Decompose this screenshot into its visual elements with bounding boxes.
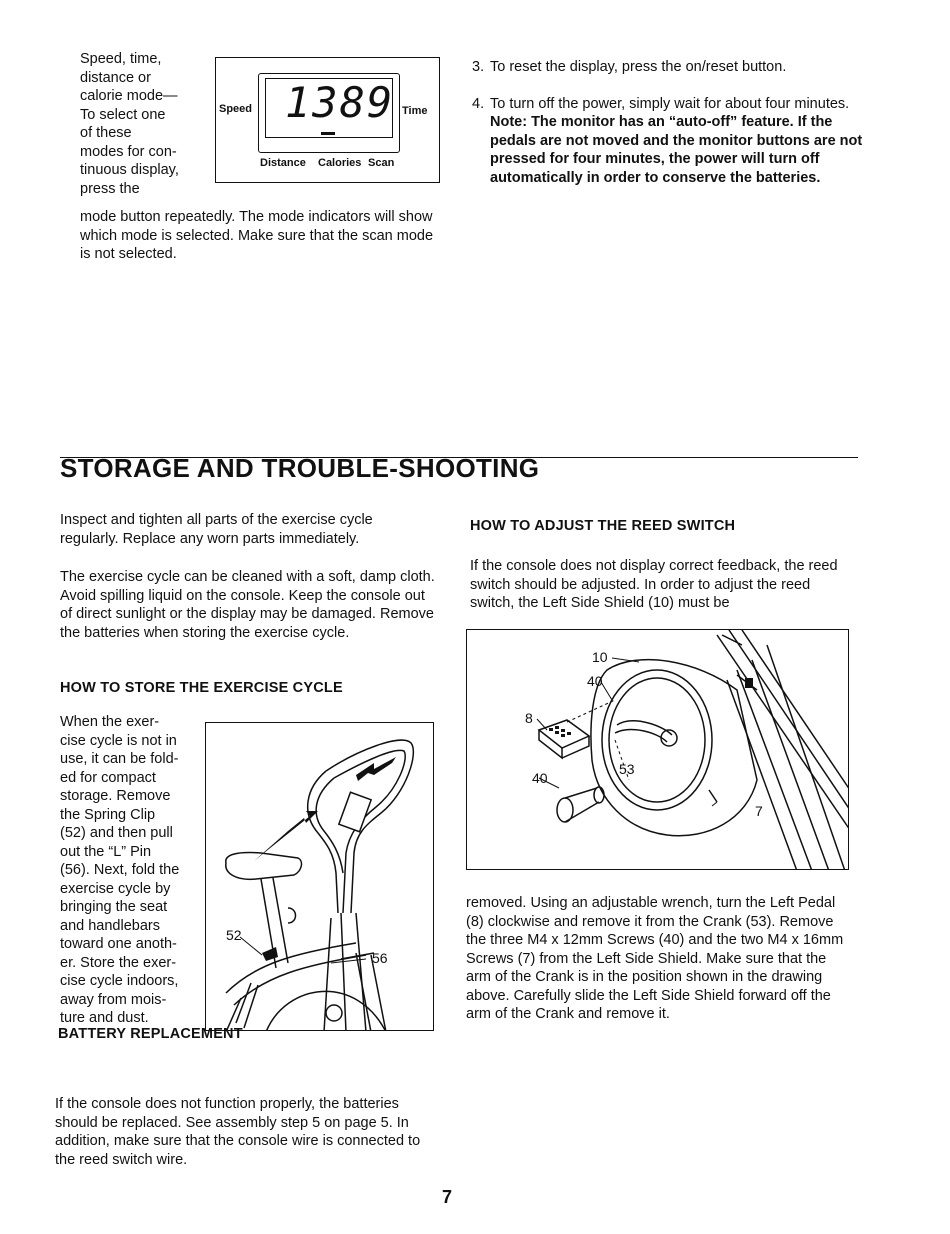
step-text: To reset the display, press the on/reset button. (490, 59, 787, 75)
reed-paragraph: If the console does not display correct feedback, the reed switch should be adjusted. In order to adjust the reed switch, the Left Side Shield (10) must be (470, 558, 838, 611)
store-line: bringing the seat (60, 899, 168, 915)
store-line: and handlebars (60, 917, 160, 934)
mode-line: press the (80, 180, 140, 197)
store-line: ture and dust. (60, 1010, 149, 1026)
store-heading: HOW TO STORE THE EXERCISE CYCLE (60, 680, 343, 696)
store-line: er. Store the exer- (60, 954, 177, 971)
battery-heading: BATTERY REPLACEMENT (58, 1026, 243, 1042)
lcd-digits: 1389 (285, 78, 395, 127)
store-line: the Spring Clip (60, 806, 156, 823)
lcd-calories-label: Calories (318, 157, 362, 169)
store-line: use, it can be fold- (60, 751, 179, 767)
screw-top-callout: 40 (587, 673, 603, 689)
l-pin-callout: 56 (372, 950, 388, 966)
lcd-time-label: Time (402, 105, 428, 117)
screw-bottom-callout: 40 (532, 770, 548, 786)
store-line: storage. Remove (60, 788, 171, 804)
lcd-scan-label: Scan (368, 157, 395, 169)
store-line: cise cycle is not in (60, 732, 177, 749)
mode-line: Speed, time, (80, 51, 162, 67)
crank-callout: 53 (619, 761, 635, 777)
power-steps (472, 58, 867, 187)
side-shield-drawing (467, 630, 849, 870)
store-line: (56). Next, fold the (60, 862, 180, 878)
fold-figure (205, 722, 434, 1031)
store-line: ed for compact (60, 769, 156, 786)
step-4-text: To turn off the power, simply wait for about four minutes. (490, 95, 850, 112)
shield-callout: 10 (592, 649, 608, 665)
mode-line: tinuous display, (80, 162, 179, 178)
store-line: When the exer- (60, 714, 160, 730)
step-text (490, 95, 867, 188)
store-line: away from mois- (60, 991, 167, 1008)
reed-switch-figure (466, 629, 849, 870)
mode-line: calorie mode— (80, 88, 178, 104)
spring-clip-callout: 52 (226, 927, 242, 943)
step-number: 3. (472, 59, 485, 75)
reed-paragraph-continued: removed. Using an adjustable wrench, turn the Left Pedal (8) clockwise and remove it from the Crank (53). Remove the three M4 x 12mm Screws (40) and the two M4 x 16mm Screws (7) from the Left Side Shield. Make sure that the arm of the Crank is in the position shown in the drawing above. Carefully slide the Left Side Shield forward off the arm of the Crank and remove it. (466, 895, 844, 1022)
store-line: exercise cycle by (60, 880, 171, 897)
battery-paragraph: If the console does not function properly, the batteries should be replaced. See assembly step 5 on page 5. In addition, make sure that the console wire is connected to the reed switch wire. (55, 1096, 421, 1168)
lcd-distance-label: Distance (260, 157, 306, 169)
step-number: 4. (472, 95, 485, 112)
mode-line: of these (80, 125, 132, 141)
lcd-screen (258, 73, 400, 153)
section-title: STORAGE AND TROUBLE-SHOOTING (60, 453, 540, 483)
pedal-callout: 8 (525, 710, 533, 726)
step-4 (472, 95, 867, 188)
lcd-display-figure (215, 57, 440, 183)
screw-small-callout: 7 (755, 803, 763, 819)
folded-cycle-drawing (206, 723, 434, 1031)
reed-heading: HOW TO ADJUST THE REED SWITCH (470, 518, 736, 534)
mode-line: modes for con- (80, 143, 177, 160)
mode-instructions (80, 50, 215, 198)
step-3 (472, 58, 867, 77)
page-number: 7 (442, 1187, 453, 1207)
store-line: cise cycle indoors, (60, 973, 179, 989)
store-instructions (60, 713, 205, 1028)
mode-instructions-continued: mode button repeatedly. The mode indicators will show which mode is selected. Make sure that the scan mode is not selected. (80, 209, 434, 262)
store-line: (52) and then pull (60, 825, 173, 841)
auto-off-note: Note: The monitor has an “auto-off” feature. If the pedals are not moved and the monitor buttons are not pressed for four minutes, the power will turn off automatically in order to conserve the batteries. (490, 114, 863, 186)
store-line: out the “L” Pin (60, 843, 152, 860)
lcd-indicator-bar (321, 132, 335, 135)
inspect-paragraph: Inspect and tighten all parts of the exercise cycle regularly. Replace any worn parts immediately. (60, 512, 373, 547)
store-line: toward one anoth- (60, 936, 177, 952)
mode-line: To select one (80, 106, 166, 123)
cleaning-paragraph: The exercise cycle can be cleaned with a soft, damp cloth. Avoid spilling liquid on the console. Keep the console out of direct sunlight or the display may be damaged. Remove the batteries when storing the exercise cycle. (60, 569, 435, 641)
lcd-speed-label: Speed (219, 103, 253, 115)
mode-line: distance or (80, 69, 151, 86)
